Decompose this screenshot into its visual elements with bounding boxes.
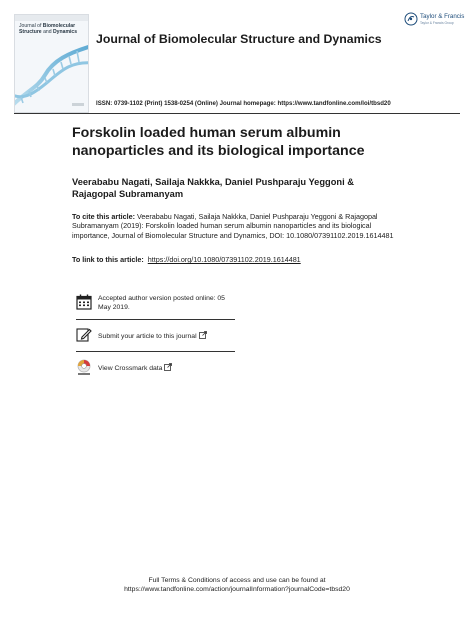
footer bbox=[0, 576, 474, 595]
journal-cover-image bbox=[14, 14, 89, 113]
row-divider bbox=[76, 319, 235, 320]
publisher-logo bbox=[404, 12, 472, 34]
citation-text: Veerababu Nagati, Sailaja Nakkka, Daniel Pushparaju Yeggoni & Rajagopal Subramanyam (2019): Forskolin loaded human serum albumin nanoparticles and its biological importance, Journal of Biomolecular Structure and Dynamics, DOI: 10.1080/07391102.2019.1614481 bbox=[72, 212, 394, 240]
submit-article-row[interactable] bbox=[76, 327, 235, 345]
publisher-name: Taylor & Francis bbox=[420, 13, 465, 20]
journal-title: Journal of Biomolecular Structure and Dynamics bbox=[96, 32, 382, 46]
cover-publisher-mark bbox=[72, 103, 84, 106]
doi-link[interactable]: https://doi.org/10.1080/07391102.2019.1614481 bbox=[147, 255, 301, 264]
crossmark-row[interactable] bbox=[76, 359, 235, 377]
dna-helix-illustration bbox=[15, 28, 88, 112]
footer-terms-text: Full Terms & Conditions of access and use can be found at bbox=[148, 577, 326, 584]
article-authors: Veerababu Nagati, Sailaja Nakkka, Daniel Pushparaju Yeggoni & Rajagopal Subramanyam bbox=[72, 177, 354, 199]
cover-header-strip bbox=[15, 15, 88, 21]
publisher-tagline: Taylor & Francis Group bbox=[420, 21, 454, 25]
cover-title-part1: Journal of bbox=[19, 23, 43, 29]
crossmark-icon bbox=[76, 359, 92, 376]
article-link-label: To link to this article: bbox=[72, 255, 144, 264]
accepted-version-row bbox=[76, 293, 235, 315]
row-divider bbox=[76, 351, 235, 352]
crossmark-link[interactable] bbox=[98, 363, 172, 374]
calendar-icon bbox=[76, 294, 92, 310]
crossmark-text: View Crossmark data bbox=[98, 365, 163, 372]
edit-icon bbox=[76, 327, 92, 343]
citation-label: To cite this article: bbox=[72, 212, 135, 221]
submit-article-text: Submit your article to this journal bbox=[98, 333, 197, 340]
accepted-version-text: Accepted author version posted online: 05 May 2019. bbox=[98, 295, 225, 311]
article-title: Forskolin loaded human serum albumin nanoparticles and its biological importance bbox=[72, 125, 365, 159]
issn-line: ISSN: 0739-1102 (Print) 1538-0254 (Online) Journal homepage: https://www.tandfonline.com/loi/tbsd20 bbox=[96, 100, 391, 107]
external-link-icon bbox=[164, 363, 172, 371]
cover-title-bold1: Biomolecular bbox=[42, 23, 76, 29]
submit-article-link[interactable] bbox=[98, 331, 207, 342]
header-divider bbox=[14, 113, 460, 114]
footer-terms-link[interactable]: https://www.tandfonline.com/action/journalInformation?journalCode=tbsd20 bbox=[124, 586, 350, 594]
external-link-icon bbox=[199, 331, 207, 339]
cover-title-part2: and bbox=[41, 28, 53, 35]
cover-title-bold3: Dynamics bbox=[53, 28, 78, 35]
article-link-block bbox=[72, 255, 402, 264]
publisher-emblem-icon bbox=[404, 12, 418, 26]
cover-title-bold2: Structure bbox=[19, 28, 42, 35]
citation-block bbox=[72, 212, 402, 240]
